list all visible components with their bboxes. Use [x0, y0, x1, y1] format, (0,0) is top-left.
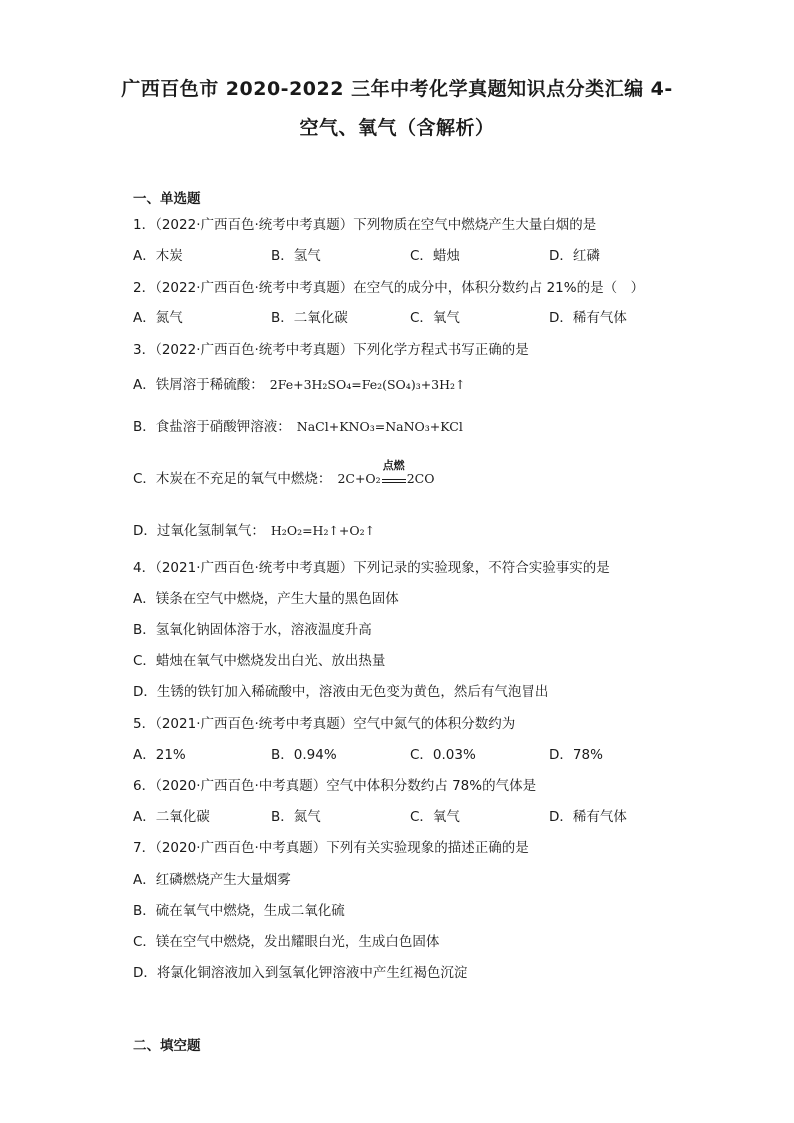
question-3-option-a-label: A．铁屑溶于稀硫酸：	[133, 377, 264, 393]
question-4-option-b: B．氢氧化钠固体溶于水，溶液温度升高	[133, 622, 372, 638]
double-line-icon	[382, 479, 406, 483]
question-5-option-a: A．21%	[133, 747, 186, 763]
question-7-option-d: D．将氯化铜溶液加入到氢氧化钾溶液中产生红褐色沉淀	[133, 965, 468, 981]
question-3-option-d-label: D．过氧化氢制氧气：	[133, 523, 265, 539]
question-4-option-a: A．镁条在空气中燃烧，产生大量的黑色固体	[133, 591, 399, 607]
question-3-option-d	[133, 519, 375, 539]
question-7-option-c: C．镁在空气中燃烧，发出耀眼白光，生成白色固体	[133, 934, 440, 950]
section-heading-single-choice: 一、单选题	[133, 191, 201, 207]
reaction-condition-equals-sign	[382, 459, 406, 483]
question-3-option-b	[133, 415, 463, 435]
question-1-option-d: D．红磷	[549, 248, 600, 264]
question-1-stem: 1．（2022·广西百色·统考中考真题）下列物质在空气中燃烧产生大量白烟的是	[133, 217, 597, 233]
question-2-option-a: A．氮气	[133, 310, 183, 326]
question-2-option-c: C．氧气	[410, 310, 460, 326]
question-3-option-c	[133, 459, 435, 487]
reaction-condition-label: 点燃	[382, 459, 405, 472]
question-6-option-d: D．稀有气体	[549, 809, 627, 825]
question-4-option-d: D．生锈的铁钉加入稀硫酸中，溶液由无色变为黄色，然后有气泡冒出	[133, 684, 549, 700]
question-5-option-b: B．0.94%	[271, 747, 337, 763]
question-4-option-c: C．蜡烛在氧气中燃烧发出白光、放出热量	[133, 653, 386, 669]
question-1-option-c: C．蜡烛	[410, 248, 460, 264]
question-1-option-a: A．木炭	[133, 248, 183, 264]
question-3-option-b-label: B．食盐溶于硝酸钾溶液：	[133, 419, 291, 435]
question-6-option-b: B．氮气	[271, 809, 321, 825]
question-3-option-c-label: C．木炭在不充足的氧气中燃烧：	[133, 471, 332, 487]
question-3-option-b-formula: NaCl+KNO₃=NaNO₃+KCl	[296, 419, 463, 434]
question-3-option-d-formula: H₂O₂=H₂↑+O₂↑	[270, 523, 376, 538]
section-heading-fill-in: 二、填空题	[133, 1038, 201, 1054]
question-6-option-c: C．氧气	[410, 809, 460, 825]
question-5-option-c: C．0.03%	[410, 747, 476, 763]
question-7-option-b: B．硫在氧气中燃烧，生成二氧化硫	[133, 903, 345, 919]
document-title-line-2: 空气、氧气（含解析）	[299, 117, 495, 139]
question-2-option-b: B．二氧化碳	[271, 310, 348, 326]
question-7-stem: 7．（2020·广西百色·中考真题）下列有关实验现象的描述正确的是	[133, 840, 529, 856]
question-1-option-b: B．氢气	[271, 248, 321, 264]
question-5-option-d: D．78%	[549, 747, 603, 763]
question-5-stem: 5．（2021·广西百色·统考中考真题）空气中氮气的体积分数约为	[133, 716, 516, 732]
question-3-option-a-formula: 2Fe+3H₂SO₄=Fe₂(SO₄)₃+3H₂↑	[269, 377, 466, 392]
question-3-option-c-formula-left: 2C+O₂	[337, 471, 381, 486]
question-6-stem: 6．（2020·广西百色·中考真题）空气中体积分数约占 78%的气体是	[133, 778, 537, 794]
question-2-option-d: D．稀有气体	[549, 310, 627, 326]
question-2-stem: 2．（2022·广西百色·统考中考真题）在空气的成分中，体积分数约占 21%的是（ ）	[133, 280, 645, 296]
question-3-option-c-formula-right: 2CO	[406, 471, 435, 486]
question-6-option-a: A．二氧化碳	[133, 809, 210, 825]
question-3-option-a	[133, 373, 466, 393]
question-4-stem: 4．（2021·广西百色·统考中考真题）下列记录的实验现象，不符合实验事实的是	[133, 560, 610, 576]
document-title-line-1: 广西百色市 2020-2022 三年中考化学真题知识点分类汇编 4-	[121, 78, 673, 100]
question-7-option-a: A．红磷燃烧产生大量烟雾	[133, 872, 291, 888]
question-3-stem: 3．（2022·广西百色·统考中考真题）下列化学方程式书写正确的是	[133, 342, 529, 358]
